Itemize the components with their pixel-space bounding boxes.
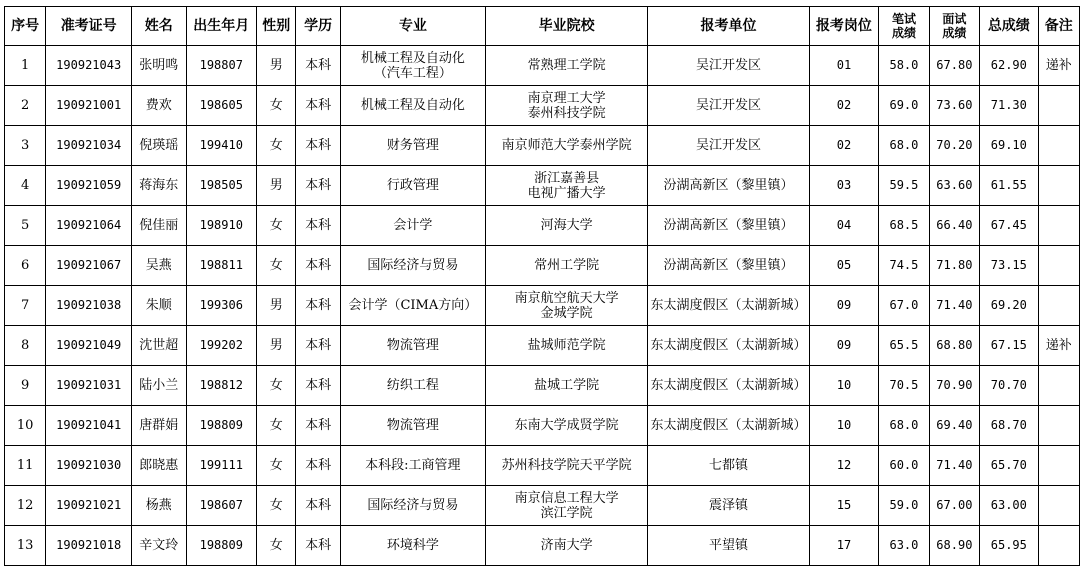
cell-graduated-school: 南京信息工程大学 滨江学院 [485,486,647,526]
cell-major: 国际经济与贸易 [340,246,485,286]
cell-education: 本科 [296,126,340,166]
cell-seq: 8 [5,326,46,366]
cell-seq: 12 [5,486,46,526]
table-header [5,7,1080,46]
cell-written-score: 68.5 [879,206,929,246]
cell-applied-unit: 汾湖高新区（黎里镇） [648,246,809,286]
cell-interview-score: 73.60 [929,86,979,126]
cell-seq: 11 [5,446,46,486]
cell-remark [1038,486,1079,526]
cell-name: 费欢 [132,86,186,126]
table-row [5,406,1080,446]
cell-written-score: 74.5 [879,246,929,286]
cell-total-score: 62.90 [980,46,1038,86]
cell-major: 环境科学 [340,526,485,566]
header-interview-score: 面试 成绩 [929,7,979,46]
cell-interview-score: 63.60 [929,166,979,206]
cell-exam-number: 190921031 [46,366,132,406]
cell-graduated-school: 南京师范大学泰州学院 [485,126,647,166]
cell-graduated-school: 常熟理工学院 [485,46,647,86]
cell-education: 本科 [296,166,340,206]
cell-written-score: 68.0 [879,126,929,166]
cell-written-score: 70.5 [879,366,929,406]
cell-total-score: 71.30 [980,86,1038,126]
table-row [5,526,1080,566]
cell-exam-number: 190921064 [46,206,132,246]
cell-remark: 递补 [1038,326,1079,366]
cell-position-code: 10 [809,406,879,446]
cell-total-score: 68.70 [980,406,1038,446]
cell-remark [1038,166,1079,206]
cell-seq: 1 [5,46,46,86]
cell-name: 张明鸣 [132,46,186,86]
cell-gender: 女 [257,206,296,246]
cell-total-score: 63.00 [980,486,1038,526]
cell-total-score: 73.15 [980,246,1038,286]
cell-applied-unit: 汾湖高新区（黎里镇） [648,206,809,246]
cell-remark [1038,206,1079,246]
cell-gender: 女 [257,86,296,126]
cell-remark [1038,126,1079,166]
header-written-score: 笔试 成绩 [879,7,929,46]
cell-applied-unit: 东太湖度假区（太湖新城） [648,326,809,366]
header-graduated-school: 毕业院校 [485,7,647,46]
cell-major: 本科段:工商管理 [340,446,485,486]
cell-interview-score: 68.90 [929,526,979,566]
header-remark: 备注 [1038,7,1079,46]
cell-major: 财务管理 [340,126,485,166]
cell-major: 机械工程及自动化 [340,86,485,126]
table-row [5,206,1080,246]
header-seq: 序号 [5,7,46,46]
cell-position-code: 15 [809,486,879,526]
cell-position-code: 01 [809,46,879,86]
table-row [5,246,1080,286]
cell-interview-score: 69.40 [929,406,979,446]
cell-remark [1038,366,1079,406]
cell-graduated-school: 济南大学 [485,526,647,566]
cell-birth-month: 198910 [186,206,257,246]
cell-position-code: 04 [809,206,879,246]
cell-gender: 女 [257,486,296,526]
cell-total-score: 65.95 [980,526,1038,566]
cell-seq: 6 [5,246,46,286]
cell-seq: 5 [5,206,46,246]
cell-exam-number: 190921018 [46,526,132,566]
cell-name: 沈世超 [132,326,186,366]
cell-exam-number: 190921049 [46,326,132,366]
header-name: 姓名 [132,7,186,46]
cell-name: 朱顺 [132,286,186,326]
cell-seq: 4 [5,166,46,206]
cell-interview-score: 71.40 [929,446,979,486]
cell-exam-number: 190921001 [46,86,132,126]
cell-written-score: 67.0 [879,286,929,326]
cell-education: 本科 [296,326,340,366]
cell-position-code: 12 [809,446,879,486]
cell-interview-score: 68.80 [929,326,979,366]
cell-exam-number: 190921038 [46,286,132,326]
cell-education: 本科 [296,46,340,86]
cell-written-score: 59.5 [879,166,929,206]
cell-applied-unit: 七都镇 [648,446,809,486]
header-exam-number: 准考证号 [46,7,132,46]
cell-remark [1038,86,1079,126]
header-major: 专业 [340,7,485,46]
cell-birth-month: 198809 [186,526,257,566]
cell-written-score: 65.5 [879,326,929,366]
cell-position-code: 03 [809,166,879,206]
cell-education: 本科 [296,86,340,126]
cell-birth-month: 198605 [186,86,257,126]
cell-gender: 女 [257,366,296,406]
cell-position-code: 05 [809,246,879,286]
header-total-score: 总成绩 [980,7,1038,46]
cell-position-code: 02 [809,86,879,126]
cell-applied-unit: 吴江开发区 [648,86,809,126]
cell-remark [1038,246,1079,286]
cell-name: 倪瑛瑶 [132,126,186,166]
cell-exam-number: 190921034 [46,126,132,166]
cell-written-score: 68.0 [879,406,929,446]
cell-major: 纺织工程 [340,366,485,406]
cell-gender: 男 [257,286,296,326]
header-applied-unit: 报考单位 [648,7,809,46]
cell-education: 本科 [296,406,340,446]
cell-total-score: 70.70 [980,366,1038,406]
header-position-code: 报考岗位 [809,7,879,46]
cell-applied-unit: 吴江开发区 [648,46,809,86]
cell-interview-score: 71.40 [929,286,979,326]
cell-interview-score: 67.00 [929,486,979,526]
cell-gender: 女 [257,446,296,486]
cell-major: 会计学（CIMA方向） [340,286,485,326]
cell-gender: 女 [257,526,296,566]
cell-name: 辛文玲 [132,526,186,566]
cell-interview-score: 71.80 [929,246,979,286]
cell-graduated-school: 南京理工大学 泰州科技学院 [485,86,647,126]
cell-seq: 10 [5,406,46,446]
cell-name: 吴燕 [132,246,186,286]
table-row [5,326,1080,366]
cell-position-code: 17 [809,526,879,566]
table-row [5,46,1080,86]
cell-gender: 男 [257,46,296,86]
cell-total-score: 69.20 [980,286,1038,326]
cell-education: 本科 [296,526,340,566]
cell-major: 会计学 [340,206,485,246]
table-row [5,446,1080,486]
table-row [5,286,1080,326]
cell-seq: 3 [5,126,46,166]
table-row [5,486,1080,526]
cell-birth-month: 199111 [186,446,257,486]
cell-applied-unit: 震泽镇 [648,486,809,526]
cell-graduated-school: 盐城师范学院 [485,326,647,366]
header-education: 学历 [296,7,340,46]
cell-remark [1038,526,1079,566]
cell-graduated-school: 河海大学 [485,206,647,246]
header-row [5,7,1080,46]
cell-interview-score: 70.90 [929,366,979,406]
cell-exam-number: 190921043 [46,46,132,86]
cell-name: 杨燕 [132,486,186,526]
cell-written-score: 69.0 [879,86,929,126]
cell-major: 行政管理 [340,166,485,206]
cell-education: 本科 [296,366,340,406]
cell-written-score: 60.0 [879,446,929,486]
cell-graduated-school: 南京航空航天大学 金城学院 [485,286,647,326]
cell-position-code: 10 [809,366,879,406]
cell-gender: 女 [257,406,296,446]
cell-exam-number: 190921067 [46,246,132,286]
cell-major: 物流管理 [340,406,485,446]
cell-position-code: 02 [809,126,879,166]
cell-total-score: 69.10 [980,126,1038,166]
cell-name: 郎晓惠 [132,446,186,486]
cell-exam-number: 190921030 [46,446,132,486]
cell-education: 本科 [296,206,340,246]
cell-major: 机械工程及自动化 （汽车工程） [340,46,485,86]
table-row [5,86,1080,126]
cell-graduated-school: 苏州科技学院天平学院 [485,446,647,486]
cell-education: 本科 [296,246,340,286]
cell-seq: 2 [5,86,46,126]
cell-gender: 女 [257,126,296,166]
cell-name: 陆小兰 [132,366,186,406]
cell-written-score: 59.0 [879,486,929,526]
cell-remark [1038,446,1079,486]
cell-graduated-school: 浙江嘉善县 电视广播大学 [485,166,647,206]
cell-graduated-school: 常州工学院 [485,246,647,286]
cell-birth-month: 199410 [186,126,257,166]
cell-applied-unit: 平望镇 [648,526,809,566]
cell-education: 本科 [296,446,340,486]
cell-interview-score: 70.20 [929,126,979,166]
cell-exam-number: 190921021 [46,486,132,526]
cell-total-score: 67.45 [980,206,1038,246]
cell-name: 蒋海东 [132,166,186,206]
cell-education: 本科 [296,286,340,326]
cell-applied-unit: 吴江开发区 [648,126,809,166]
cell-total-score: 65.70 [980,446,1038,486]
cell-birth-month: 198812 [186,366,257,406]
cell-applied-unit: 东太湖度假区（太湖新城） [648,406,809,446]
cell-remark [1038,286,1079,326]
cell-birth-month: 198607 [186,486,257,526]
cell-written-score: 63.0 [879,526,929,566]
table-row [5,126,1080,166]
cell-graduated-school: 盐城工学院 [485,366,647,406]
cell-birth-month: 198809 [186,406,257,446]
cell-major: 国际经济与贸易 [340,486,485,526]
cell-remark: 递补 [1038,46,1079,86]
cell-exam-number: 190921059 [46,166,132,206]
cell-birth-month: 199306 [186,286,257,326]
cell-gender: 男 [257,166,296,206]
cell-birth-month: 199202 [186,326,257,366]
cell-exam-number: 190921041 [46,406,132,446]
cell-birth-month: 198811 [186,246,257,286]
table-row [5,166,1080,206]
cell-name: 唐群娟 [132,406,186,446]
cell-major: 物流管理 [340,326,485,366]
cell-gender: 女 [257,246,296,286]
cell-applied-unit: 汾湖高新区（黎里镇） [648,166,809,206]
cell-position-code: 09 [809,286,879,326]
cell-applied-unit: 东太湖度假区（太湖新城） [648,366,809,406]
table-body [5,46,1080,566]
cell-applied-unit: 东太湖度假区（太湖新城） [648,286,809,326]
cell-birth-month: 198807 [186,46,257,86]
cell-written-score: 58.0 [879,46,929,86]
cell-total-score: 61.55 [980,166,1038,206]
cell-remark [1038,406,1079,446]
cell-gender: 男 [257,326,296,366]
cell-seq: 13 [5,526,46,566]
cell-interview-score: 66.40 [929,206,979,246]
cell-name: 倪佳丽 [132,206,186,246]
cell-total-score: 67.15 [980,326,1038,366]
header-gender: 性别 [257,7,296,46]
cell-education: 本科 [296,486,340,526]
results-table [4,6,1080,566]
header-birth-month: 出生年月 [186,7,257,46]
cell-birth-month: 198505 [186,166,257,206]
cell-interview-score: 67.80 [929,46,979,86]
cell-position-code: 09 [809,326,879,366]
cell-graduated-school: 东南大学成贤学院 [485,406,647,446]
table-row [5,366,1080,406]
cell-seq: 7 [5,286,46,326]
cell-seq: 9 [5,366,46,406]
